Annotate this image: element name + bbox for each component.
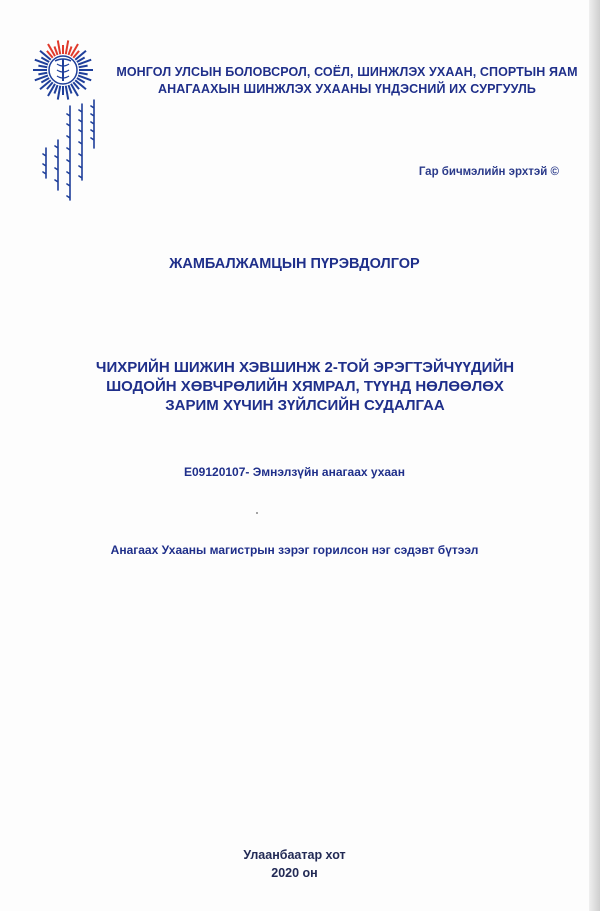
title-line: ШОДОЙН ХӨВЧРӨЛИЙН ХЯМРАЛ, ТҮҮНД НӨЛӨӨЛӨХ <box>106 378 504 395</box>
university-name <box>112 64 582 98</box>
degree-statement: Анагаах Ухааны магистрын зэрэг горилсон нэг сэдэвт бүтээл <box>110 543 479 557</box>
scan-speck <box>256 512 258 514</box>
page-edge <box>589 0 600 911</box>
university-line: АНАГААХЫН ШИНЖЛЭХ УХААНЫ ҮНДЭСНИЙ ИХ СУРГУУЛЬ <box>158 82 536 96</box>
specialty-code: E09120107- Эмнэлзүйн анагаах ухаан <box>184 465 405 479</box>
title-line: ЧИХРИЙН ШИЖИН ХЭВШИНЖ 2-ТОЙ ЭРЭГТЭЙЧҮҮДИЙН <box>95 359 515 376</box>
university-emblem-icon <box>24 30 114 215</box>
author-name: ЖАМБАЛЖАМЦЫН ПҮРЭВДОЛГОР <box>169 256 420 272</box>
place-and-year <box>0 846 589 882</box>
thesis-title <box>20 358 590 415</box>
year: 2020 он <box>271 866 318 880</box>
ministry-line: МОНГОЛ УЛСЫН БОЛОВСРОЛ, СОЁЛ, ШИНЖЛЭХ УХААН, СПОРТЫН ЯАМ <box>116 65 578 79</box>
title-line: ЗАРИМ ХҮЧИН ЗҮЙЛСИЙН СУДАЛГАА <box>165 397 445 414</box>
rights-notice: Гар бичмэлийн эрхтэй © <box>418 166 559 178</box>
city: Улаанбаатар хот <box>243 848 346 862</box>
